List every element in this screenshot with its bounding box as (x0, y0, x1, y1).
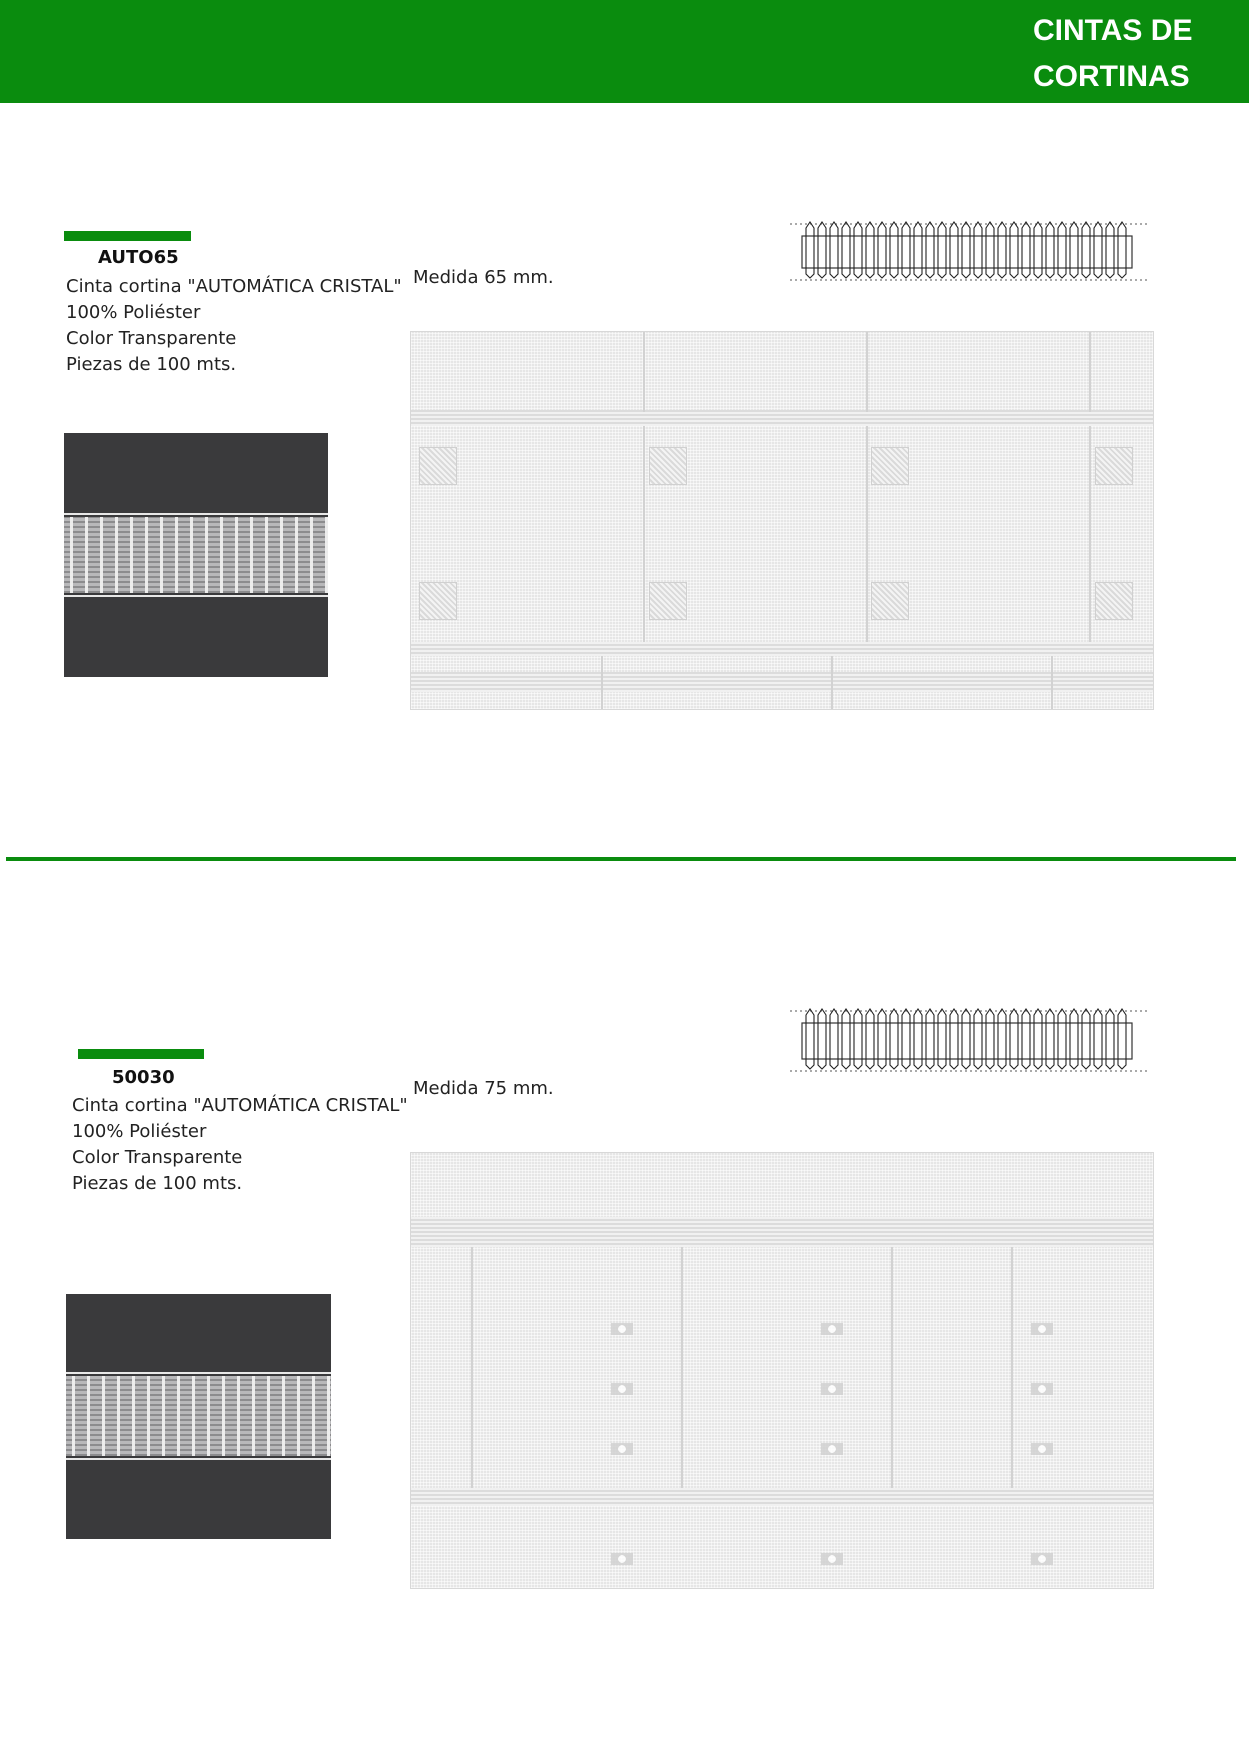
pleat-loop (938, 1009, 946, 1069)
pleat-loop (998, 222, 1006, 278)
pleat-loop (866, 1009, 874, 1069)
pleat-loop (1118, 1009, 1126, 1069)
pleat-loop (854, 222, 862, 278)
pleat-loop (962, 1009, 970, 1069)
pleat-loop (914, 222, 922, 278)
pleat-loop (974, 222, 982, 278)
section-divider (6, 857, 1236, 861)
pleat-loop (866, 222, 874, 278)
pleat-loop (902, 222, 910, 278)
product-pieces: Piezas de 100 mts. (66, 354, 237, 375)
product-name: Cinta cortina "AUTOMÁTICA CRISTAL" (66, 276, 402, 297)
pleat-loop (842, 222, 850, 278)
pleat-loop (818, 222, 826, 278)
pleat-loop (950, 1009, 958, 1069)
pleat-loop (1010, 222, 1018, 278)
pleat-loop (1046, 222, 1054, 278)
pleat-loop (1082, 1009, 1090, 1069)
pleat-loop (854, 1009, 862, 1069)
fabric-swatch (410, 331, 1154, 710)
pleat-loop (1070, 1009, 1078, 1069)
product-accent-bar (64, 231, 191, 241)
product-pieces: Piezas de 100 mts. (72, 1173, 243, 1194)
product-photo (64, 433, 328, 677)
product-color: Color Transparente (72, 1147, 243, 1168)
pleat-loop (926, 222, 934, 278)
pleat-loop (818, 1009, 826, 1069)
pleat-diagram (790, 210, 1150, 285)
product-description (72, 1093, 408, 1197)
pleat-loop (806, 1009, 814, 1069)
pleat-loop (950, 222, 958, 278)
product-measure: Medida 75 mm. (413, 1078, 554, 1099)
fabric-swatch (410, 1152, 1154, 1589)
pleat-loop (1010, 1009, 1018, 1069)
pleat-loop (1034, 222, 1042, 278)
pleat-loop (1106, 1009, 1114, 1069)
product-accent-bar (78, 1049, 204, 1059)
product-photo (66, 1294, 331, 1539)
pleat-loop (1094, 222, 1102, 278)
pleat-loop (1118, 222, 1126, 278)
pleat-loop (962, 222, 970, 278)
product-description (66, 274, 402, 378)
pleat-loop (986, 222, 994, 278)
page-title-line-1: CINTAS DE (1033, 14, 1193, 47)
pleat-loop (890, 1009, 898, 1069)
pleat-loop (914, 1009, 922, 1069)
pleat-loop (902, 1009, 910, 1069)
pleat-loop (830, 222, 838, 278)
product-code: 50030 (112, 1067, 175, 1088)
pleat-loop (1046, 1009, 1054, 1069)
product-measure: Medida 65 mm. (413, 267, 554, 288)
product-material: 100% Poliéster (72, 1121, 207, 1142)
page-title (967, 8, 1227, 100)
pleat-loop (1058, 1009, 1066, 1069)
pleat-loop (878, 1009, 886, 1069)
pleat-loop (986, 1009, 994, 1069)
pleat-loop (1058, 222, 1066, 278)
pleat-loop (1022, 1009, 1030, 1069)
pleat-loop (1106, 222, 1114, 278)
pleat-loop (938, 222, 946, 278)
pleat-loop (1022, 222, 1030, 278)
pleat-loop (974, 1009, 982, 1069)
pleat-loop (1034, 1009, 1042, 1069)
product-name: Cinta cortina "AUTOMÁTICA CRISTAL" (72, 1095, 408, 1116)
pleat-loop (1082, 222, 1090, 278)
product-code: AUTO65 (98, 247, 179, 268)
pleat-loop (998, 1009, 1006, 1069)
pleat-loop (1094, 1009, 1102, 1069)
product-color: Color Transparente (66, 328, 237, 349)
pleat-loop (806, 222, 814, 278)
pleat-diagram (790, 997, 1150, 1077)
pleat-loop (830, 1009, 838, 1069)
page-header (0, 0, 1249, 103)
product-material: 100% Poliéster (66, 302, 201, 323)
pleat-loop (842, 1009, 850, 1069)
page-title-line-2: CORTINAS (1033, 60, 1190, 93)
pleat-loop (878, 222, 886, 278)
pleat-loop (890, 222, 898, 278)
pleat-loop (926, 1009, 934, 1069)
pleat-loop (1070, 222, 1078, 278)
